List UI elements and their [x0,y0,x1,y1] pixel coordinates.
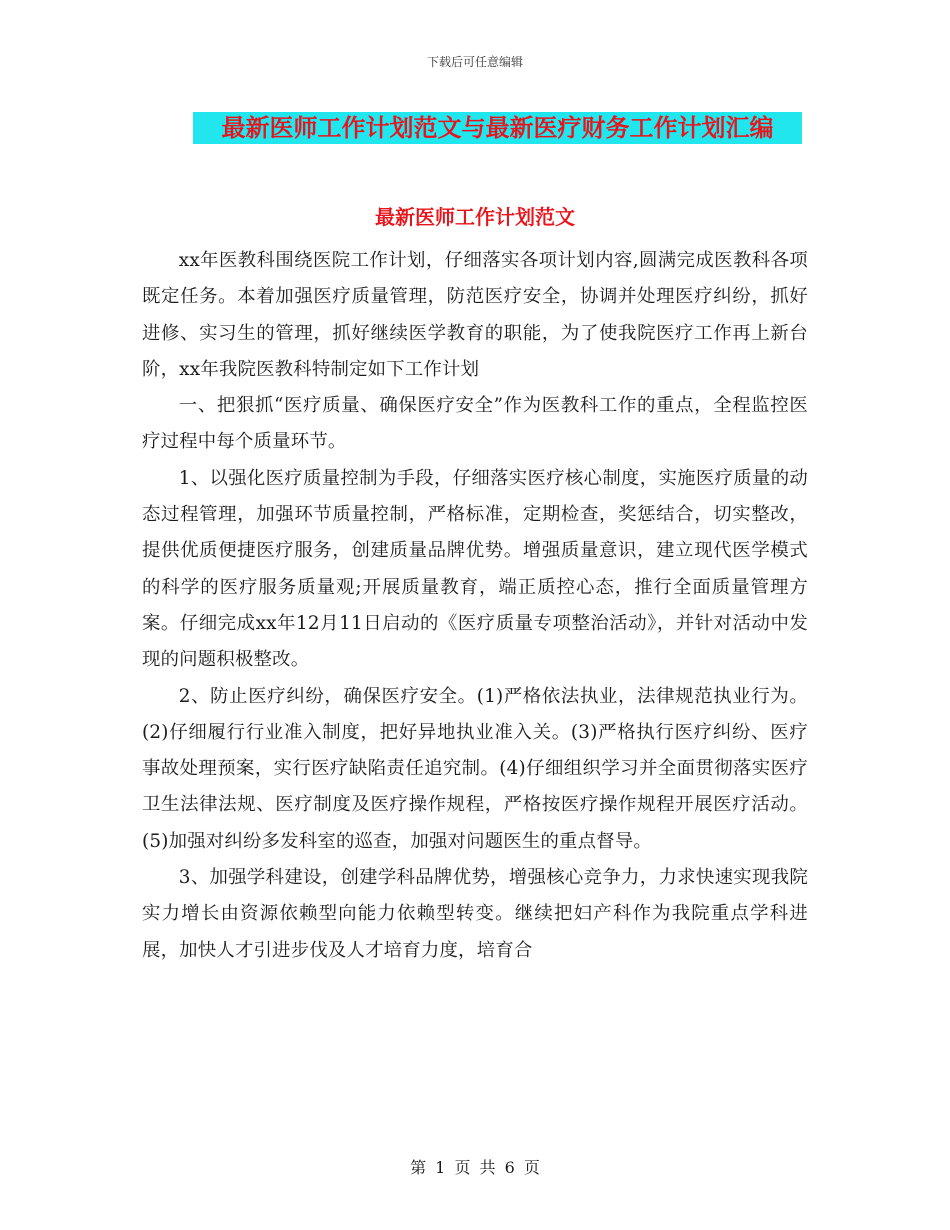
paragraph-intro: xx年医教科围绕医院工作计划，仔细落实各项计划内容,圆满完成医教科各项既定任务。本着加强医疗质量管理，防范医疗安全，协调并处理医疗纠纷，抓好进修、实习生的管理，抓好继续医学教育的职能，为了使我院医疗工作再上新台阶，xx年我院医教科特制定如下工作计划 [142,250,808,380]
sub-title: 最新医师工作计划范文 [375,205,575,229]
page-footer: 第 1 页 共 6 页 [410,1158,540,1177]
paragraph-item-1: 1、以强化医疗质量控制为手段，仔细落实医疗核心制度，实施医疗质量的动态过程管理，加强环节质量控制，严格标准，定期检查，奖惩结合，切实整改，提供优质便捷医疗服务，创建质量品牌优势。增强质量意识，建立现代医学模式的科学的医疗服务质量观;开展质量教育，端正质控心态，推行全面质量管理方案。仔细完成xx年12月11日启动的《医疗质量专项整治活动》，并针对活动中发现的问题积极整改。 [142,467,808,671]
main-title: 最新医师工作计划范文与最新医疗财务工作计划汇编 [221,113,774,142]
paragraph-item-2: 2、防止医疗纠纷，确保医疗安全。(1)严格依法执业，法律规范执业行为。(2)仔细履行行业准入制度，把好异地执业准入关。(3)严格执行医疗纠纷、医疗事故处理预案，实行医疗缺陷责任追究制。(4)仔细组织学习并全面贯彻落实医疗卫生法律法规、医疗制度及医疗操作规程，严格按医疗操作规程开展医疗活动。(5)加强对纠纷多发科室的巡查，加强对问题医生的重点督导。 [142,685,808,852]
main-title-highlight [193,112,802,144]
paragraph-item-3: 3、加强学科建设，创建学科品牌优势，增强核心竞争力，力求快速实现我院实力增长由资源依赖型向能力依赖型转变。继续把妇产科作为我院重点学科进展，加快人才引进步伐及人才培育力度，培育合 [142,867,808,961]
paragraph-section-1: 一、把狠抓“医疗质量、确保医疗安全”作为医教科工作的重点，全程监控医疗过程中每个质量环节。 [142,395,808,453]
header-note: 下载后可任意编辑 [426,55,523,69]
body-text [142,243,808,969]
